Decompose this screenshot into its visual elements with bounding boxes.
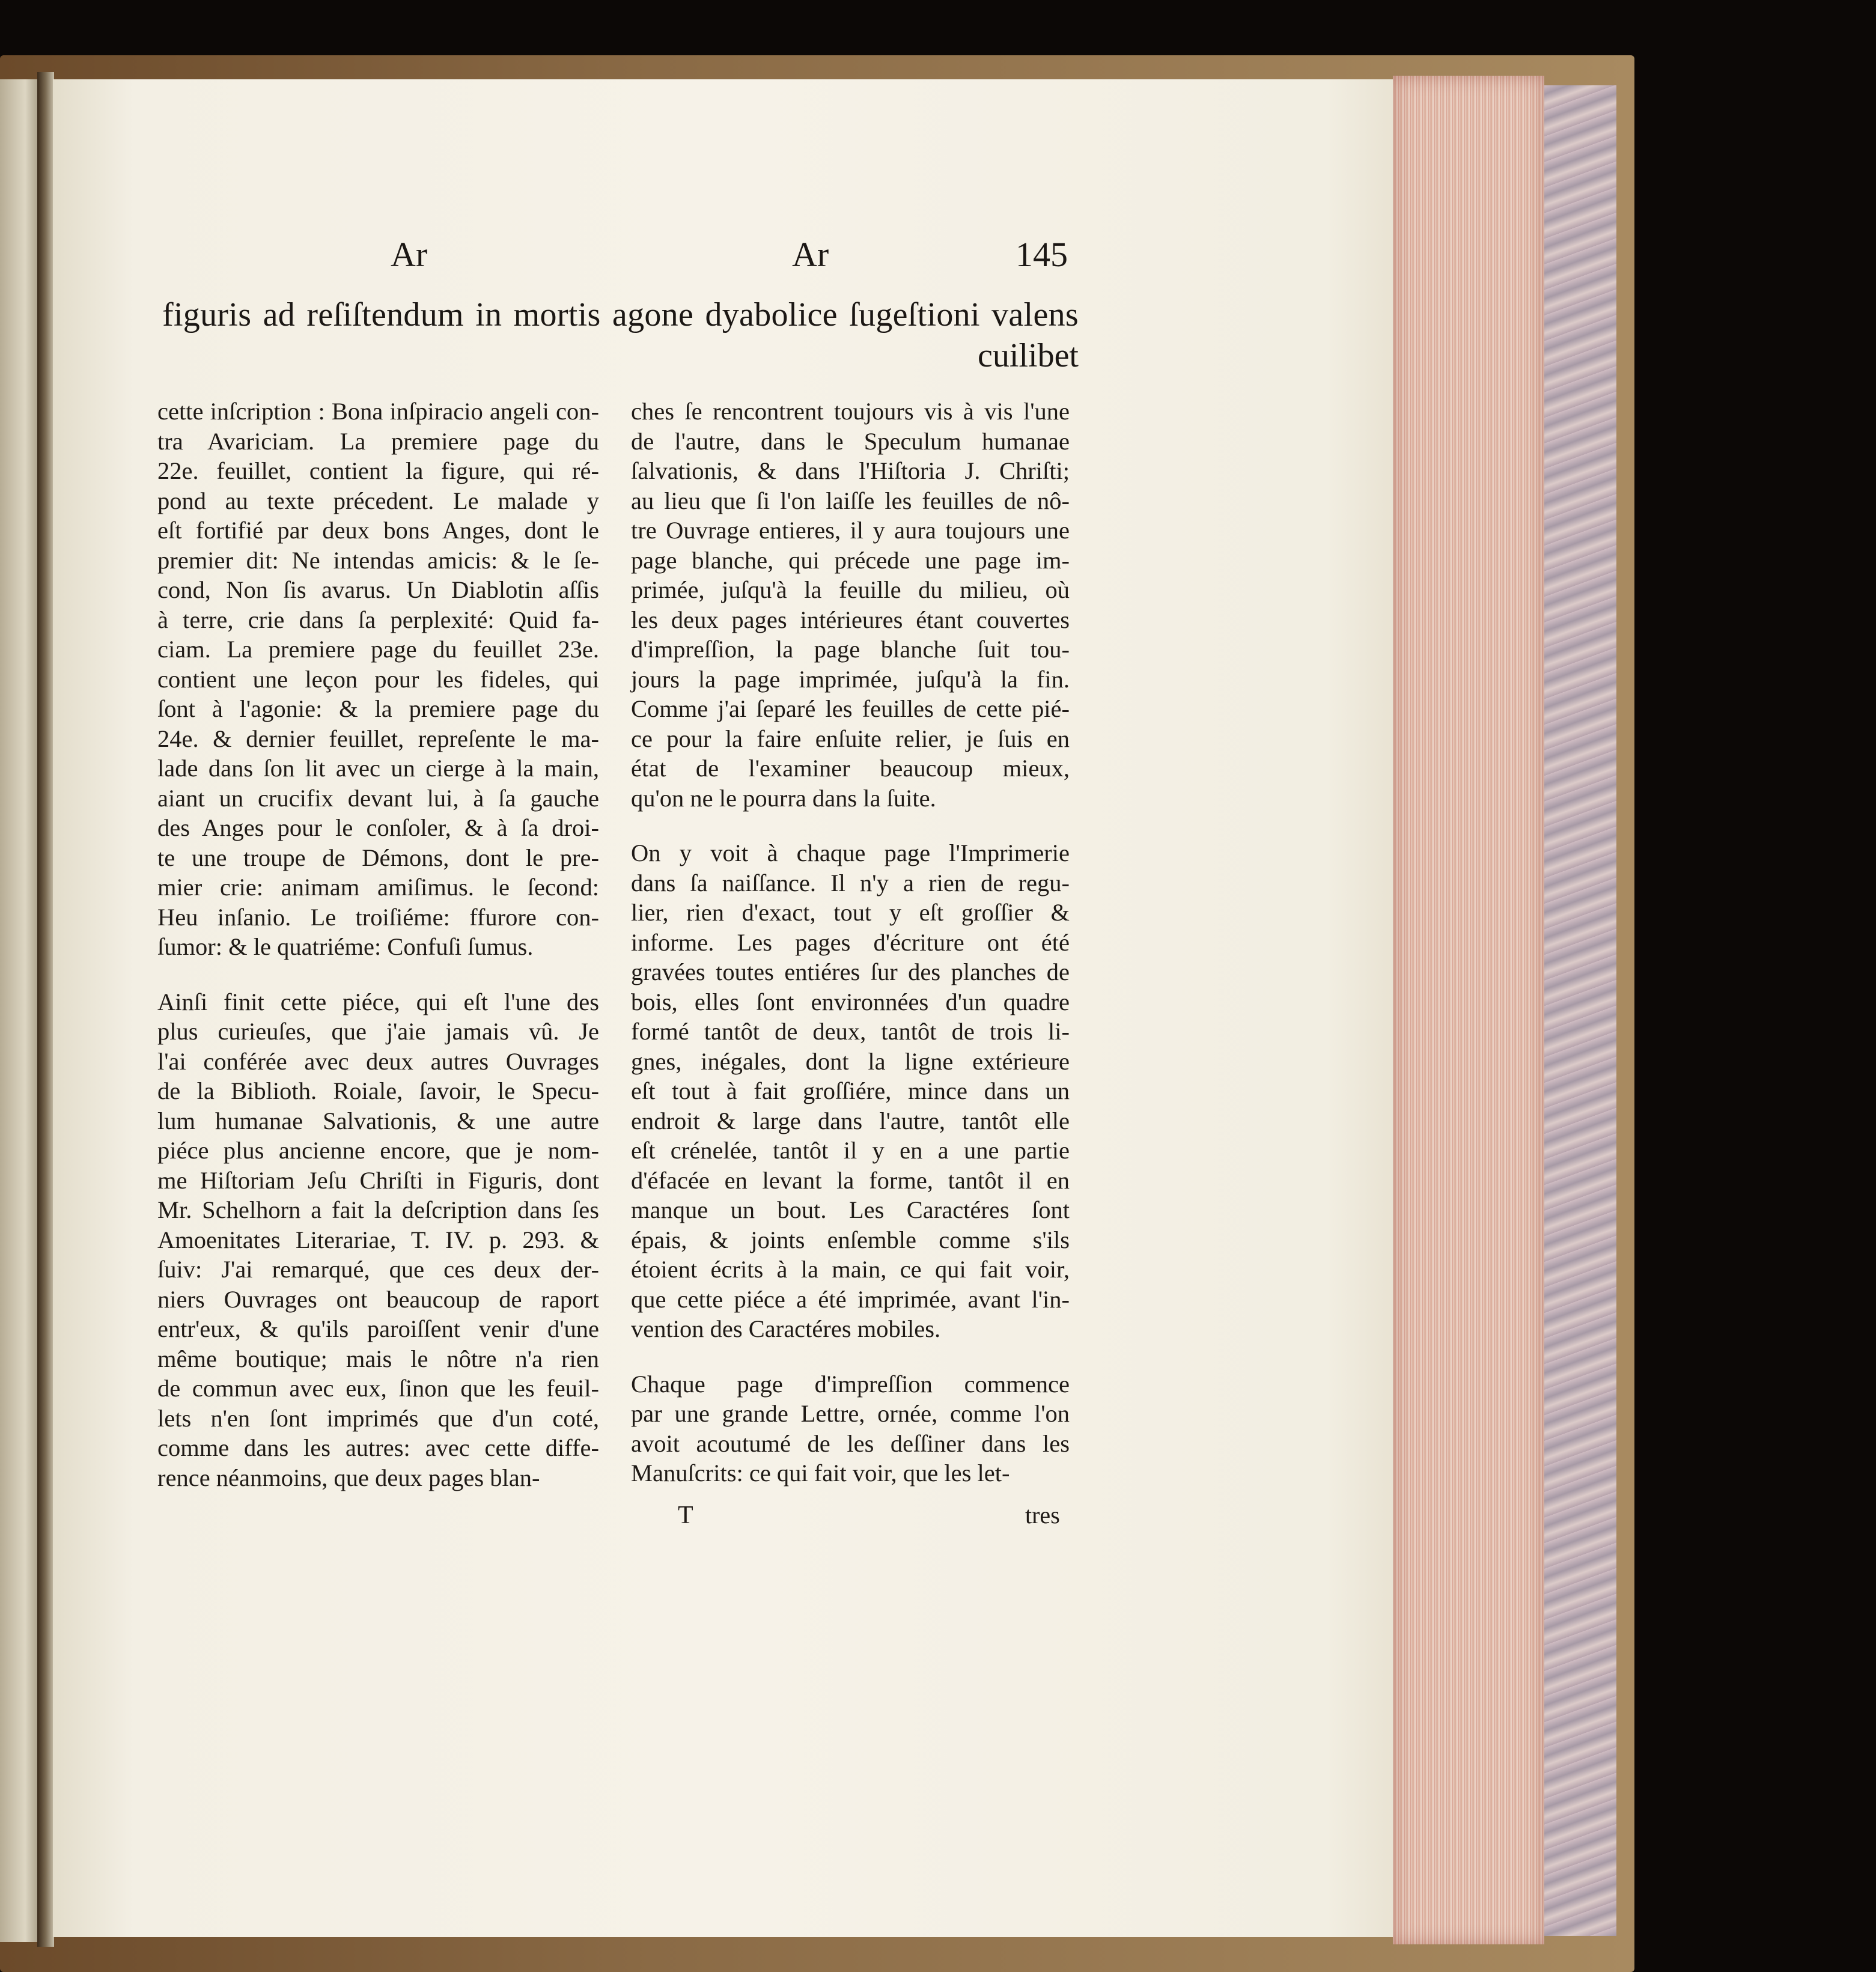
right-column xyxy=(631,397,1070,1488)
text-line: formé tantôt de deux, tantôt de trois li- xyxy=(631,1018,1070,1045)
text-line: bois, elles ſont environnées d'un quadre xyxy=(631,988,1070,1015)
text-line: de la Biblioth. Roiale, ſavoir, le Specu- xyxy=(157,1077,599,1104)
text-line: ſalvationis, & dans l'Hiſtoria J. Chriſti; xyxy=(631,457,1070,484)
text-line: épais, & joints enſemble comme s'ils xyxy=(631,1226,1070,1253)
text-line: contient une leçon pour les fideles, qui xyxy=(157,665,599,693)
text-line: page blanche, qui précede une page im- xyxy=(631,546,1070,574)
text-line: ce pour la faire enſuite relier, je ſuis en xyxy=(631,725,1070,752)
text-line: d'impreſſion, la page blanche ſuit tou- xyxy=(631,636,1070,663)
text-line: niers Ouvrages ont beaucoup de raport xyxy=(157,1285,599,1313)
text-line: premier dit: Ne intendas amicis: & le ſe- xyxy=(157,546,599,574)
text-line: eſt crénelée, tantôt il y en a une partie xyxy=(631,1137,1070,1164)
text-line: dans ſa naiſſance. Il n'y a rien de regu- xyxy=(631,869,1070,896)
marbled-endpaper xyxy=(1544,85,1616,1936)
running-head-left: Ar xyxy=(391,235,428,274)
text-line: lier, rien d'exact, tout y eſt groſſier & xyxy=(631,899,1070,926)
text-line: eſt tout à fait groſſiére, mince dans un xyxy=(631,1077,1070,1104)
text-line: d'éfacée en levant la forme, tantôt il en xyxy=(631,1166,1070,1194)
text-line: Mr. Schelhorn a fait la deſcription dans ſes xyxy=(157,1196,599,1223)
text-line: ſumor: & le quatriéme: Confuſi ſumus. xyxy=(157,933,534,960)
text-line: qu'on ne le pourra dans la ſuite. xyxy=(631,784,936,812)
text-line: primée, juſqu'à la feuille du milieu, où xyxy=(631,576,1070,603)
signature-mark: T xyxy=(678,1502,693,1529)
caption-line-1: figuris ad reſiſtendum in mortis agone dyabolice ſugeſtioni valens xyxy=(162,296,1079,333)
text-line: étoient écrits à la main, ce qui fait voir, xyxy=(631,1256,1070,1283)
facing-page-edge xyxy=(0,79,42,1942)
text-line: l'ai conférée avec deux autres Ouvrages xyxy=(157,1047,599,1075)
page-number: 145 xyxy=(1016,235,1068,274)
text-line: 24e. & dernier feuillet, repreſente le ma- xyxy=(157,725,599,752)
text-line: comme dans les autres: avec cette diffe- xyxy=(157,1434,599,1461)
text-line: gnes, inégales, dont la ligne extérieure xyxy=(631,1047,1070,1075)
paragraph-gap xyxy=(631,813,1070,838)
text-line: plus curieuſes, que j'aie jamais vû. Je xyxy=(157,1018,599,1045)
text-line: te une troupe de Démons, dont le pre- xyxy=(157,844,599,871)
text-line: rence néanmoins, que deux pages blan- xyxy=(157,1464,540,1491)
text-line: de commun avec eux, ſinon que les feuil- xyxy=(157,1375,599,1402)
paragraph-gap xyxy=(157,962,599,987)
text-line: Chaque page d'impreſſion commence xyxy=(631,1370,1070,1398)
text-line: ches ſe rencontrent toujours vis à vis l'une xyxy=(631,398,1070,425)
text-line: de l'autre, dans le Speculum humanae xyxy=(631,427,1070,455)
text-line: Amoenitates Literariae, T. IV. p. 293. & xyxy=(157,1226,599,1253)
text-line: On y voit à chaque page l'Imprimerie xyxy=(631,839,1070,866)
text-line: à terre, crie dans ſa perplexité: Quid fa- xyxy=(157,606,599,633)
text-line: des Anges pour le conſoler, & à ſa droi- xyxy=(157,814,599,841)
text-line: au lieu que ſi l'on laiſſe les feuilles de nô- xyxy=(631,487,1070,514)
caption-line-2: cuilibet xyxy=(978,337,1079,374)
page-block-edge xyxy=(1393,76,1544,1944)
book-gutter xyxy=(37,72,54,1947)
catchword: tres xyxy=(1025,1502,1060,1529)
text-line: lade dans ſon lit avec un cierge à la main, xyxy=(157,755,599,782)
text-line: ciam. La premiere page du feuillet 23e. xyxy=(157,636,599,663)
text-line: que cette piéce a été imprimée, avant l'in- xyxy=(631,1285,1070,1313)
text-line: aiant un crucifix devant lui, à ſa gauche xyxy=(157,784,599,812)
text-line: me Hiſtoriam Jeſu Chriſti in Figuris, dont xyxy=(157,1166,599,1194)
text-line: Comme j'ai ſeparé les feuilles de cette pié- xyxy=(631,695,1070,722)
text-line: ſuiv: J'ai remarqué, que ces deux der- xyxy=(157,1256,599,1283)
text-line: manque un bout. Les Caractéres ſont xyxy=(631,1196,1070,1223)
running-head-center: Ar xyxy=(792,235,829,274)
text-line: lets n'en ſont imprimés que d'un coté, xyxy=(157,1404,599,1432)
text-line: pond au texte précedent. Le malade y xyxy=(157,487,599,514)
text-line: tre Ouvrage entieres, il y aura toujours une xyxy=(631,517,1070,544)
text-line: avoit acoutumé de les deſſiner dans les xyxy=(631,1429,1070,1457)
text-line: gravées toutes entiéres ſur des planches de xyxy=(631,958,1070,985)
text-line: piéce plus ancienne encore, que je nom- xyxy=(157,1137,599,1164)
text-line: cond, Non ſis avarus. Un Diablotin aſſis xyxy=(157,576,599,603)
text-line: Heu inſanio. Le troiſiéme: ffurore con- xyxy=(157,903,599,931)
text-line: Manuſcrits: ce qui fait voir, que les let- xyxy=(631,1459,1010,1487)
text-line: eſt fortifié par deux bons Anges, dont le xyxy=(157,517,599,544)
text-line: vention des Caractéres mobiles. xyxy=(631,1315,941,1342)
text-line: par une grande Lettre, ornée, comme l'on xyxy=(631,1400,1070,1427)
text-line: cette inſcription : Bona inſpiracio angeli con- xyxy=(157,398,599,425)
text-line: entr'eux, & qu'ils paroiſſent venir d'une xyxy=(157,1315,599,1342)
paragraph-gap xyxy=(631,1344,1070,1369)
text-line: jours la page imprimée, juſqu'à la fin. xyxy=(631,665,1070,693)
text-line: informe. Les pages d'écriture ont été xyxy=(631,928,1070,956)
text-line: 22e. feuillet, contient la figure, qui ré- xyxy=(157,457,599,484)
text-line: tra Avariciam. La premiere page du xyxy=(157,427,599,455)
text-line: endroit & large dans l'autre, tantôt elle xyxy=(631,1107,1070,1134)
text-line: mier crie: animam amiſimus. le ſecond: xyxy=(157,874,599,901)
text-line: lum humanae Salvationis, & une autre xyxy=(157,1107,599,1134)
text-line: même boutique; mais le nôtre n'a rien xyxy=(157,1345,599,1372)
text-line: les deux pages intérieures étant couvertes xyxy=(631,606,1070,633)
text-line: ſont à l'agonie: & la premiere page du xyxy=(157,695,599,722)
text-line: état de l'examiner beaucoup mieux, xyxy=(631,755,1070,782)
text-line: Ainſi finit cette piéce, qui eſt l'une des xyxy=(157,988,599,1015)
left-column xyxy=(157,397,599,1493)
